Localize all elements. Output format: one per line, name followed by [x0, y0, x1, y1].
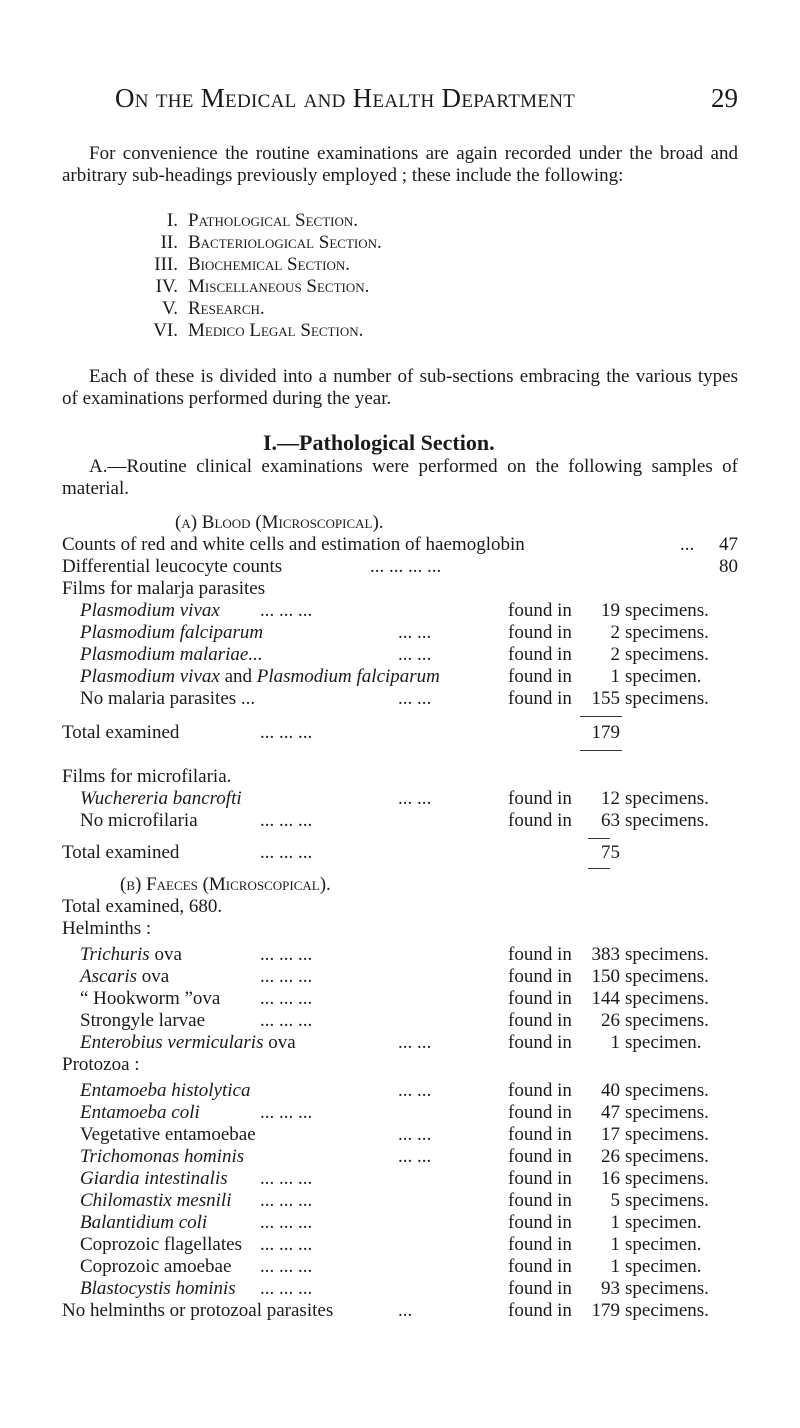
specimen-unit: specimens. [625, 810, 709, 831]
conjunction: and [219, 666, 257, 687]
section-num: II. [160, 232, 178, 253]
specimen-unit: specimen. [625, 666, 702, 687]
pathological-heading: I.—Pathological Section. [263, 430, 495, 455]
leader-dots: ... ... ... [260, 1102, 313, 1123]
specimen-count: 17 [601, 1124, 620, 1145]
total-rule [588, 868, 610, 869]
section-num: III. [154, 254, 178, 275]
total-malaria: 179 [591, 722, 620, 743]
leader-dots: ... ... [398, 1124, 432, 1145]
found-in: found in [508, 666, 572, 687]
organism-name: Chilomastix mesnili [80, 1190, 232, 1211]
organism-name: Strongyle larvae [80, 1010, 206, 1031]
found-in: found in [508, 966, 572, 987]
found-in: found in [508, 1190, 572, 1211]
organism-name-part: Plasmodium falciparum [256, 666, 440, 687]
specimen-count: 1 [610, 666, 620, 687]
specimen-unit: specimens. [625, 788, 709, 809]
organism-name: Plasmodium vivax [80, 600, 220, 621]
organism-name: No microfilaria [80, 810, 198, 831]
found-in: found in [508, 1080, 572, 1101]
specimen-unit: specimens. [625, 688, 709, 709]
specimen-count: 2 [610, 622, 620, 643]
leader-dots: ... [398, 1300, 413, 1321]
specimen-unit: specimens. [625, 1010, 709, 1031]
specimen-unit: specimens. [625, 966, 709, 987]
organism-name: Wuchereria bancrofti [80, 788, 242, 809]
specimen-count: 1 [610, 1234, 620, 1255]
section-num: V. [161, 298, 178, 319]
specimen-count: 40 [601, 1080, 620, 1101]
found-in: found in [508, 1124, 572, 1145]
specimen-count: 47 [601, 1102, 620, 1123]
organism-name-part: Plasmodium vivax [80, 666, 220, 687]
specimen-count: 150 [591, 966, 620, 987]
found-in: found in [508, 1234, 572, 1255]
leader-dots: ... ... ... [260, 966, 313, 987]
specimen-unit: specimens. [625, 1146, 709, 1167]
found-in: found in [508, 1300, 572, 1321]
found-in: found in [508, 600, 572, 621]
page-number: 29 [711, 83, 738, 113]
films-malaria-label: Films for malarja parasites [62, 578, 266, 599]
counts-value: 47 [719, 534, 738, 555]
total-label: Total examined [62, 842, 180, 863]
total-label: Total examined [62, 722, 180, 743]
protozoa-label: Protozoa : [62, 1054, 140, 1075]
found-in: found in [508, 1032, 572, 1053]
section-label: Pathological Section. [188, 210, 359, 231]
organism-suffix: ova [149, 944, 182, 965]
helminths-label: Helminths : [62, 918, 152, 939]
header-title: On the Medical and Health Department [115, 83, 576, 113]
found-in: found in [508, 788, 572, 809]
organism-name: Blastocystis hominis [80, 1278, 236, 1299]
total-micro: 75 [601, 842, 620, 863]
leader-dots: ... ... ... [260, 1234, 313, 1255]
specimen-unit: specimens. [625, 1190, 709, 1211]
organism-name [80, 666, 440, 688]
organism-name: No malaria parasites ... [80, 688, 256, 709]
organism-name: Plasmodium malariae... [80, 644, 263, 665]
section-label: Miscellaneous Section. [188, 276, 370, 297]
organism-genus: Ascaris [80, 966, 137, 987]
leader-dots: ... [680, 534, 695, 555]
leader-dots: ... ... ... [260, 810, 313, 831]
specimen-count: 93 [601, 1278, 620, 1299]
found-in: found in [508, 944, 572, 965]
found-in: found in [508, 1278, 572, 1299]
total-rule [580, 750, 622, 751]
total-rule [580, 716, 622, 717]
organism-name: Entamoeba histolytica [80, 1080, 251, 1101]
specimen-unit: specimens. [625, 944, 709, 965]
specimen-count: 179 [591, 1300, 620, 1321]
found-in: found in [508, 1168, 572, 1189]
specimen-unit: specimens. [625, 1080, 709, 1101]
organism-name: Balantidium coli [80, 1212, 208, 1233]
leader-dots: ... ... [398, 1080, 432, 1101]
found-in: found in [508, 1256, 572, 1277]
specimen-count: 1 [610, 1212, 620, 1233]
leader-dots: ... ... [398, 788, 432, 809]
specimen-unit: specimens. [625, 622, 709, 643]
specimen-unit: specimens. [625, 1124, 709, 1145]
specimen-count: 12 [601, 788, 620, 809]
leader-dots: ... ... ... [260, 944, 313, 965]
specimen-count: 63 [601, 810, 620, 831]
faeces-heading: (b) Faeces (Microscopical). [120, 874, 331, 895]
found-in: found in [508, 1010, 572, 1031]
leader-dots: ... ... ... [260, 842, 313, 863]
faeces-total: Total examined, 680. [62, 896, 223, 917]
organism-name: “ Hookworm ”ova [80, 988, 221, 1009]
organism-name: No helminths or protozoal parasites [62, 1300, 334, 1321]
specimen-unit: specimens. [625, 1168, 709, 1189]
specimen-unit: specimens. [625, 1102, 709, 1123]
specimen-count: 155 [591, 688, 620, 709]
section-label: Biochemical Section. [188, 254, 351, 275]
organism-genus: Enterobius vermicularis [80, 1032, 264, 1053]
specimen-unit: specimen. [625, 1234, 702, 1255]
counts-label: Counts of red and white cells and estimation of haemoglobin [62, 534, 525, 555]
pathological-intro: A.—Routine clinical examinations were performed on the following samples of material. [62, 456, 738, 499]
specimen-unit: specimen. [625, 1256, 702, 1277]
organism-name [80, 966, 169, 988]
section-label: Bacteriological Section. [188, 232, 382, 253]
found-in: found in [508, 622, 572, 643]
organism-suffix: ova [137, 966, 170, 987]
leader-dots: ... ... ... [260, 600, 313, 621]
leader-dots: ... ... ... ... [370, 556, 442, 577]
leader-dots: ... ... [398, 1146, 432, 1167]
leader-dots: ... ... [398, 1032, 432, 1053]
found-in: found in [508, 1212, 572, 1233]
specimen-unit: specimens. [625, 644, 709, 665]
leader-dots: ... ... ... [260, 988, 313, 1009]
organism-name: Entamoeba coli [80, 1102, 200, 1123]
section-label: Research. [188, 298, 265, 319]
organism-name [80, 1032, 296, 1054]
specimen-count: 16 [601, 1168, 620, 1189]
total-rule [588, 838, 610, 839]
specimen-count: 26 [601, 1010, 620, 1031]
leader-dots: ... ... ... [260, 722, 313, 743]
diff-value: 80 [719, 556, 738, 577]
leader-dots: ... ... ... [260, 1168, 313, 1189]
section-num: IV. [155, 276, 178, 297]
running-header [115, 83, 738, 123]
organism-name: Trichomonas hominis [80, 1146, 245, 1167]
leader-dots: ... ... ... [260, 1278, 313, 1299]
found-in: found in [508, 644, 572, 665]
specimen-count: 383 [591, 944, 620, 965]
specimen-count: 1 [610, 1256, 620, 1277]
leader-dots: ... ... [398, 688, 432, 709]
section-num: VI. [153, 320, 178, 341]
diff-label: Differential leucocyte counts [62, 556, 283, 577]
leader-dots: ... ... ... [260, 1212, 313, 1233]
organism-name: Giardia intestinalis [80, 1168, 228, 1189]
blood-heading: (a) Blood (Microscopical). [175, 512, 384, 533]
organism-name: Plasmodium falciparum [80, 622, 264, 643]
leader-dots: ... ... ... [260, 1010, 313, 1031]
found-in: found in [508, 688, 572, 709]
leader-dots: ... ... ... [260, 1256, 313, 1277]
specimen-unit: specimens. [625, 988, 709, 1009]
subsections-paragraph: Each of these is divided into a number of sub-sections embracing the various types of examinations performed during the year. [62, 366, 738, 409]
specimen-unit: specimen. [625, 1032, 702, 1053]
organism-suffix: ova [263, 1032, 296, 1053]
specimen-unit: specimens. [625, 1300, 709, 1321]
specimen-unit: specimens. [625, 600, 709, 621]
organism-name: Vegetative entamoebae [80, 1124, 256, 1145]
leader-dots: ... ... [398, 644, 432, 665]
specimen-count: 1 [610, 1032, 620, 1053]
leader-dots: ... ... ... [260, 1190, 313, 1211]
leader-dots: ... ... [398, 622, 432, 643]
organism-genus: Trichuris [80, 944, 150, 965]
specimen-count: 19 [601, 600, 620, 621]
found-in: found in [508, 810, 572, 831]
section-num: I. [166, 210, 178, 231]
specimen-unit: specimens. [625, 1278, 709, 1299]
specimen-unit: specimen. [625, 1212, 702, 1233]
section-label: Medico Legal Section. [188, 320, 364, 341]
found-in: found in [508, 1146, 572, 1167]
intro-paragraph: For convenience the routine examinations are again recorded under the broad and arbitrary sub-headings previously employed ; these include the following: [62, 143, 738, 186]
specimen-count: 5 [610, 1190, 620, 1211]
specimen-count: 144 [591, 988, 620, 1009]
films-micro-label: Films for microfilaria. [62, 766, 232, 787]
organism-name: Coprozoic amoebae [80, 1256, 232, 1277]
found-in: found in [508, 988, 572, 1009]
specimen-count: 26 [601, 1146, 620, 1167]
organism-name: Coprozoic flagellates [80, 1234, 242, 1255]
found-in: found in [508, 1102, 572, 1123]
specimen-count: 2 [610, 644, 620, 665]
organism-name [80, 944, 182, 966]
